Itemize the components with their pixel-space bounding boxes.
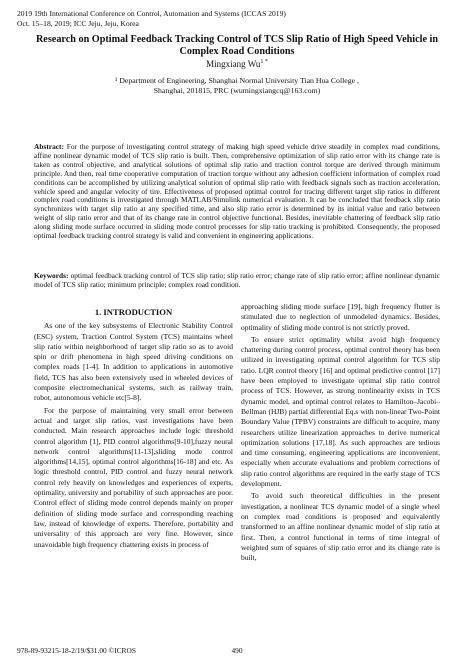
affiliation-line-2: Shanghai, 201815, PRC (wumingxiangcq@163.com) — [153, 85, 321, 95]
conference-name: 2019 19th International Conference on Control, Automation and Systems (ICCAS 2019) — [17, 9, 286, 18]
conference-date-location: Oct. 15–18, 2019; ICC Jeju, Jeju, Korea — [17, 18, 139, 28]
intro-paragraph: approaching sliding mode surface [19], high frequency flutter is stimulated due to neglection of unmodeled dynamics. Besides, optimality of sliding mode control is not strictly proved. — [241, 302, 440, 332]
intro-paragraph: To ensure strict optimality whilst avoid high frequency chattering during control process, optimal control theory has been utilized in investigating optimal control algorithm for TCS slip ratio. LQR control theory [16] and optimal predictive control [17] have been employed to investigate optimal slip ratio control process of TCS. However, as strong nonlinearity exists in TCS dynamic model, and optimal control relates to Hamilton–Jacobi–Bellman (HJB) partial differential Eq.s with non-linear Two-Point Boundary Value (TPBV) constraints are difficult to acquire, many researchers utilize linearization approaches to derive numerical optimization solutions [17,18]. As such approaches are tedious and time consuming, engineering applications are inconvenient, especially when accurate evaluations and problem corrections of slip ratio control algorithms are required in the early stage of TCS development. — [241, 334, 440, 489]
author-mark: 1 * — [260, 59, 268, 65]
isbn-footer: 978-89-93215-18-2/19/$31.00 ©ICROS — [17, 646, 136, 655]
intro-paragraph: To avoid such theoretical difficulties in the present investigation, a nonlinear TCS dynamic model of a single wheel on complex road conditions is proposed and equivalently transformed to an affine nonlinear dynamic model of slip ratio at first. Then, a control functional in terms of time integral of weighted sum of squares of slip ratio error and its change rate is built, — [241, 491, 440, 563]
affiliation-line-1: ¹ Department of Engineering, Shanghai Normal University Tian Hua College , — [115, 76, 359, 85]
page-number: 490 — [231, 646, 243, 655]
keywords-text: optimal feedback tracking control of TCS slip ratio; slip ratio error; change rate of slip ratio error; affine nonlinear dynamic model of TCS slip ratio; minimum principle; complex road condition. — [34, 271, 440, 289]
intro-paragraph: For the purpose of maintaining very small error between actual and target slip ratios, vast investigations have been conducted. Main research approaches include logic threshold control algorithm [1], PID control algorithms[9-10],fuzzy neural network control algorithms[11-13],sliding mode control algorithms[14,15], optimal control algorithms[16-18] and etc. As logic threshold control, PID control and fuzzy neural network control rely heavily on knowledges and experiences of experts, optimality, university and portability of such approaches are poor. Control effect of sliding mode control depends mainly on proper definition of sliding mode surface and corresponding reaching law, instead of knowledge of experts. Therefore, portability and universality of this approach are very fine. However, since unavoidable high frequency chattering exists in process of — [34, 405, 233, 549]
author-name: Mingxiang Wu — [206, 59, 261, 69]
affiliation — [60, 76, 414, 95]
keywords — [34, 272, 440, 290]
abstract — [34, 143, 440, 241]
keywords-label: Keywords: — [34, 271, 69, 280]
abstract-text: For the purpose of investigating control strategy of making high speed vehicle drive steadily in complex road conditions, affine nonlinear dynamic model of TCS slip ratio is built. Then, comprehensive optimization of slip ratio error with its change rate is taken as control objective, and analytical solutions of optimal slip ratio and traction control torque are derived through minimum principle. And then, real time cooperative computation of traction torque without any adhesion coefficient information of complex road conditions can be accomplished by utilizing analytical solution of optimal slip ratio with feedback signals such as traction acceleration, vehicle speed and angular velocity of tire. Effectiveness of proposed optimal control for tracing different target slip ratios in different complex road conditions is investigated through MATLAB/Simulink numerical evaluation. It can be concluded that feedback slip ratio synchronizes with target slip ratio at any specified time, and also slip ratio error is determined by its initial value and ratio between weight of slip ratio error and that of its change rate in control objective functional. Besides, inevitable chattering of feedback slip ratio along sliding mode surface occurred in sliding mode control processes for slip ratio tracking is prohibited. Consequently, the proposed optimal feedback tracking control strategy is valid and convenient in engineering applications. — [34, 142, 440, 241]
conference-header — [17, 9, 286, 28]
author-line — [0, 59, 474, 69]
paper-title: Research on Optimal Feedback Tracking Control of TCS Slip Ratio of High Speed Vehicle in Complex Road Conditions — [35, 34, 439, 57]
left-column — [34, 307, 233, 552]
section-heading-introduction: 1. INTRODUCTION — [94, 307, 173, 317]
abstract-label: Abstract: — [34, 142, 64, 151]
intro-paragraph: As one of the key subsystems of Electronic Stability Control (ESC) system, Traction Control System (TCS) maintains wheel slip ratio within neighborhood of target slip ratio so as to avoid spin or drift phenomena in high speed driving conditions on complex roads [1-4]. In addition to applications in automotive field, TCS has also been extensively used in wheeled devices of composite electromechanical systems, such as railway train, robot, autonomous vehicle etc[5-8]. — [34, 321, 233, 403]
right-column — [241, 302, 440, 565]
